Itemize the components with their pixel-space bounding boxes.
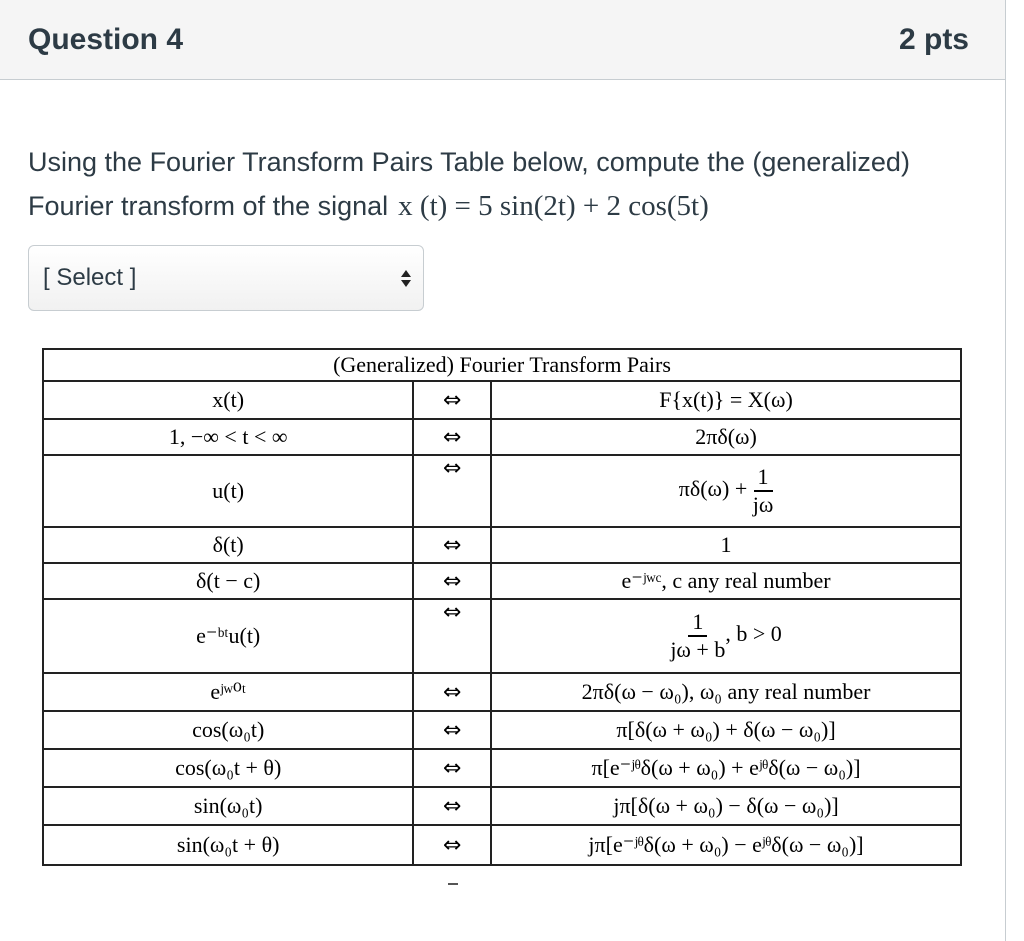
table-row [43, 825, 961, 865]
question-text [28, 140, 988, 228]
equivalence-arrow-icon: ⇔ [413, 825, 491, 865]
question-text-prefix: Fourier transform of the signal [28, 191, 389, 221]
question-points: 2 pts [898, 22, 969, 56]
row-left: e⁻ᵇᵗu(t) [43, 599, 413, 673]
fourier-pairs-table [42, 348, 962, 866]
table-row [43, 749, 961, 787]
fraction: $\frac{1}{j\omega}$ [752, 464, 774, 517]
row-right: π[δ(ω + ω₀) + δ(ω − ω₀)] [491, 711, 961, 749]
table-row [43, 787, 961, 825]
question-title: Question 4 [28, 22, 184, 56]
table-row [43, 455, 961, 527]
row-right: $\frac{1}{j\omega + b}$ , b > 0 [491, 599, 961, 673]
row-left: eʲʷ⁰ᵗ [43, 673, 413, 711]
row-left: 1, −∞ < t < ∞ [43, 419, 413, 455]
question-header [0, 0, 1005, 80]
equivalence-arrow-icon: ⇔ [413, 673, 491, 711]
equivalence-arrow-icon: ⇔ [413, 419, 491, 455]
row-right: jπ[δ(ω + ω₀) − δ(ω − ω₀)] [491, 787, 961, 825]
table-row [43, 419, 961, 455]
row-left: cos(ω₀t) [43, 711, 413, 749]
row-right: 2πδ(ω − ω₀), ω₀ any real number [491, 673, 961, 711]
table-row [43, 711, 961, 749]
table-title: (Generalized) Fourier Transform Pairs [43, 349, 961, 381]
equivalence-arrow-icon: ⇔ [413, 711, 491, 749]
row-left: δ(t − c) [43, 563, 413, 599]
table-row [43, 563, 961, 599]
row-right: π[e⁻ʲᶿδ(ω + ω₀) + eʲᶿδ(ω − ω₀)] [491, 749, 961, 787]
equivalence-arrow-icon: ⇔ [413, 527, 491, 563]
question-text-line1: Using the Fourier Transform Pairs Table below, compute the (generalized) [28, 147, 910, 177]
table-header-row [43, 381, 961, 419]
header-right: F{x(t)} = X(ω) [491, 381, 961, 419]
row-right: 2πδ(ω) [491, 419, 961, 455]
answer-select-value: [ Select ] [43, 264, 137, 291]
row-left: u(t) [43, 455, 413, 527]
equivalence-arrow-icon: ⇔ [413, 787, 491, 825]
row-left: sin(ω₀t) [43, 787, 413, 825]
divider [448, 883, 458, 885]
table-title-row [43, 349, 961, 381]
question-text-line2 [28, 184, 988, 228]
equivalence-arrow-icon: ⇔ [413, 749, 491, 787]
equivalence-arrow-icon: ⇔ [413, 455, 491, 527]
table-row [43, 673, 961, 711]
signal-expression: x (t) = 5 sin(2t) + 2 cos(5t) [398, 190, 709, 222]
row-right: jπ[e⁻ʲᶿδ(ω + ω₀) − eʲᶿδ(ω − ω₀)] [491, 825, 961, 865]
select-arrows-icon [401, 270, 411, 287]
row-right: e⁻ʲʷᶜ, c any real number [491, 563, 961, 599]
row-right: πδ(ω) + $\frac{1}{j\omega}$ [491, 455, 961, 527]
answer-select[interactable] [28, 245, 424, 311]
equivalence-arrow-icon: ⇔ [413, 381, 491, 419]
table-row [43, 599, 961, 673]
table-row [43, 527, 961, 563]
row-left: δ(t) [43, 527, 413, 563]
row-left: sin(ω₀t + θ) [43, 825, 413, 865]
header-left: x(t) [43, 381, 413, 419]
fraction: $\frac{1}{j\omega + b}$ [670, 609, 726, 662]
row-right: 1 [491, 527, 961, 563]
row-left: cos(ω₀t + θ) [43, 749, 413, 787]
equivalence-arrow-icon: ⇔ [413, 563, 491, 599]
equivalence-arrow-icon: ⇔ [413, 599, 491, 673]
